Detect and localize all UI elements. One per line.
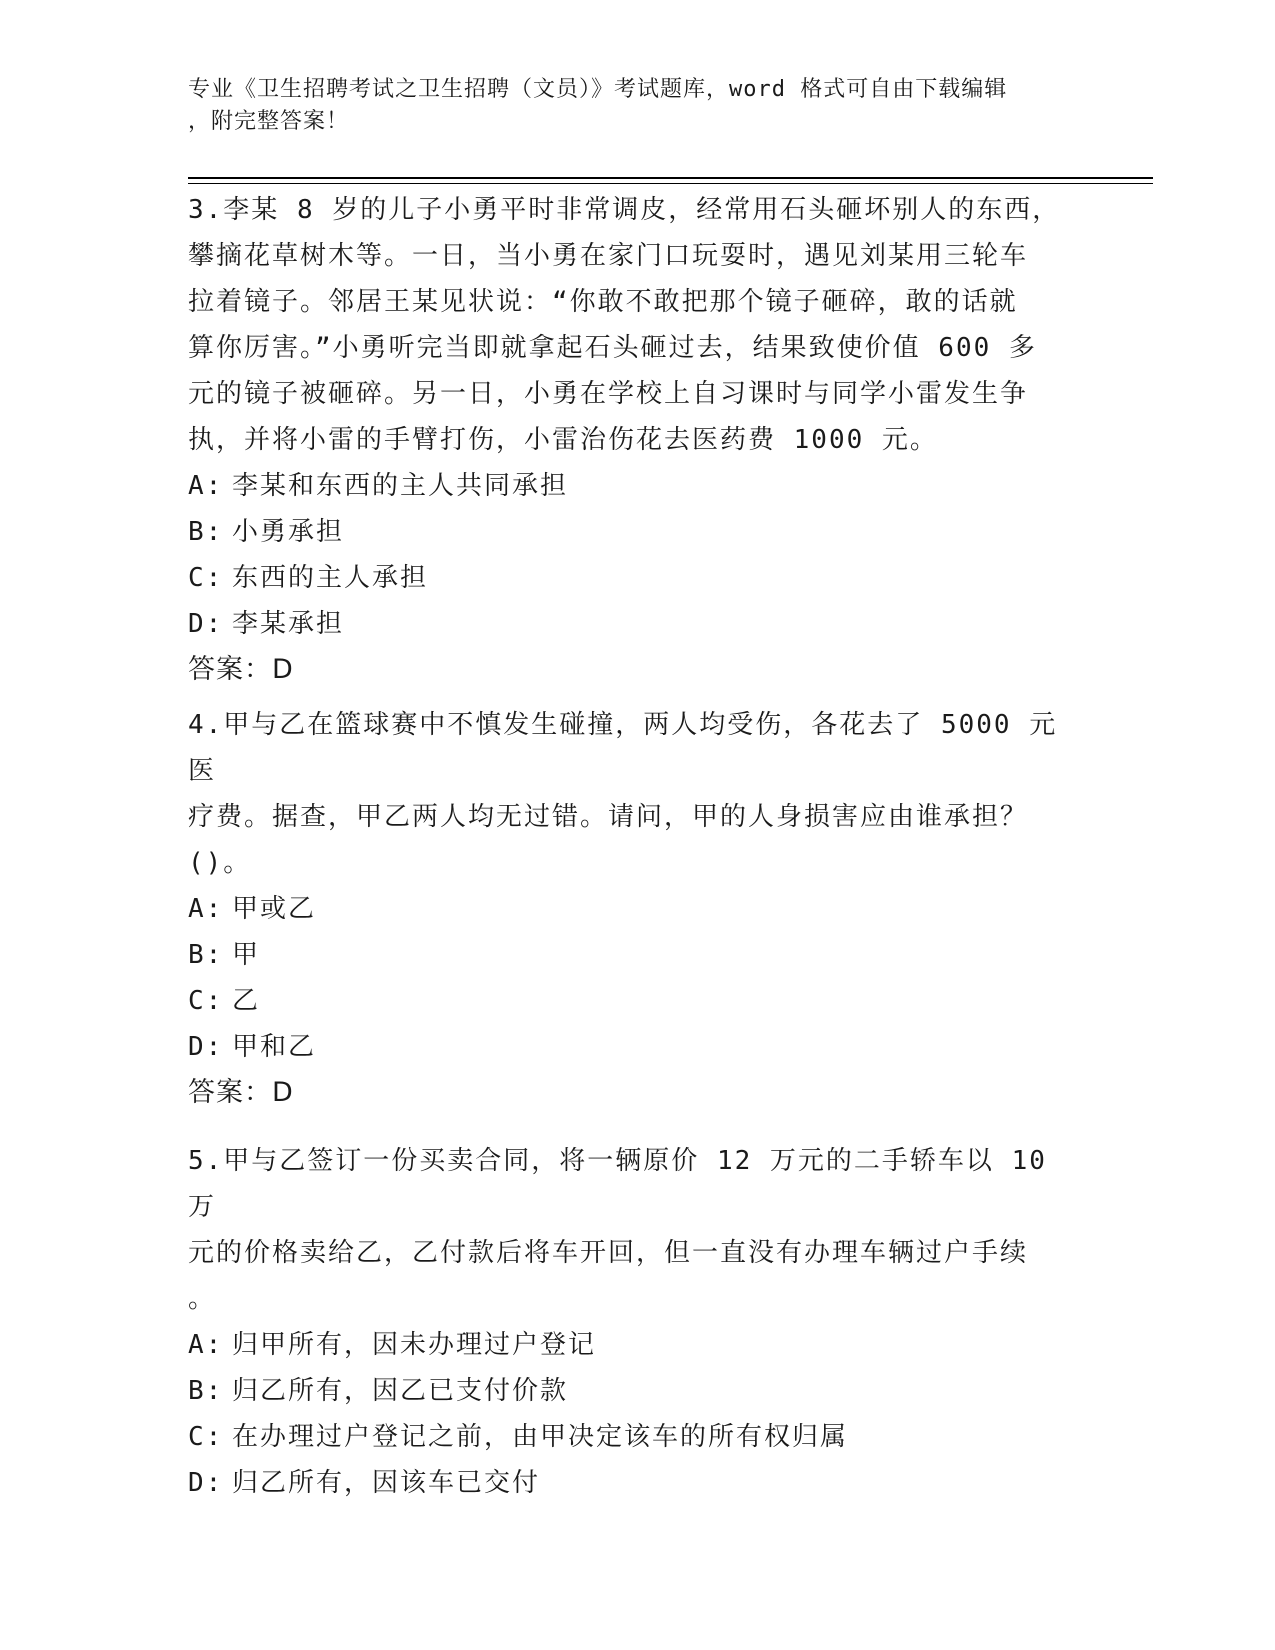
option-a — [188, 463, 1068, 509]
answer-line: 答案：D — [188, 654, 294, 685]
option-a — [188, 1322, 1068, 1368]
option-text: 乙 — [232, 986, 261, 1016]
question-stem-line: 元的镜子被砸碎。另一日，小勇在学校上自习课时与同学小雷发生争 — [188, 379, 1029, 409]
header-line-1: 专业《卫生招聘考试之卫生招聘（文员）》考试题库，word 格式可自由下载编辑 — [188, 77, 1008, 102]
question-stem-line: 。 — [188, 1284, 217, 1314]
option-key: B: — [188, 940, 224, 970]
option-key: D: — [188, 1468, 224, 1498]
option-key: B: — [188, 517, 224, 547]
option-c — [188, 978, 1068, 1024]
option-key: B: — [188, 1376, 224, 1406]
option-b — [188, 932, 1068, 978]
option-key: C: — [188, 563, 224, 593]
answer-line: 答案：D — [188, 1077, 294, 1108]
header-rule-thick — [188, 177, 1153, 179]
document-header — [188, 74, 1068, 138]
option-text: 东西的主人承担 — [232, 563, 429, 593]
question-stem-line: 3.李某 8 岁的儿子小勇平时非常调皮，经常用石头砸坏别人的东西， — [188, 195, 1061, 225]
option-c — [188, 555, 1068, 601]
question-stem-line: 执，并将小雷的手臂打伤，小雷治伤花去医药费 1000 元。 — [188, 425, 938, 455]
option-key: A: — [188, 1330, 224, 1360]
question-stem-line: 攀摘花草树木等。一日，当小勇在家门口玩耍时，遇见刘某用三轮车 — [188, 241, 1029, 271]
option-b — [188, 1368, 1068, 1414]
header-line-2: ，附完整答案！ — [188, 109, 350, 134]
option-d — [188, 1460, 1068, 1506]
question-stem-line: 4.甲与乙在篮球赛中不慎发生碰撞，两人均受伤，各花去了 5000 元医 — [188, 710, 1058, 786]
option-key: C: — [188, 1422, 224, 1452]
question-stem-line: 元的价格卖给乙，乙付款后将车开回，但一直没有办理车辆过户手续 — [188, 1238, 1029, 1268]
header-rule-thin — [188, 183, 1153, 184]
option-text: 小勇承担 — [232, 517, 345, 547]
question-3 — [188, 187, 1068, 693]
question-stem-line: 算你厉害。”小勇听完当即就拿起石头砸过去，结果致使价值 600 多 — [188, 333, 1037, 363]
question-stem-line: 疗费。据查，甲乙两人均无过错。请问，甲的人身损害应由谁承担？ — [188, 802, 1029, 832]
option-d — [188, 1024, 1068, 1070]
option-text: 归甲所有，因未办理过户登记 — [232, 1330, 597, 1360]
option-key: A: — [188, 471, 224, 501]
option-text: 甲和乙 — [232, 1032, 317, 1062]
option-a — [188, 886, 1068, 932]
option-key: A: — [188, 894, 224, 924]
question-stem-line: 拉着镜子。邻居王某见状说：“你敢不敢把那个镜子砸碎，敢的话就 — [188, 287, 1018, 317]
option-key: D: — [188, 609, 224, 639]
option-text: 甲 — [232, 940, 261, 970]
option-text: 在办理过户登记之前，由甲决定该车的所有权归属 — [232, 1422, 849, 1452]
option-text: 归乙所有，因乙已支付价款 — [232, 1376, 569, 1406]
question-stem-line: ()。 — [188, 848, 252, 878]
option-key: D: — [188, 1032, 224, 1062]
option-key: C: — [188, 986, 224, 1016]
option-c — [188, 1414, 1068, 1460]
option-b — [188, 509, 1068, 555]
option-text: 李某承担 — [232, 609, 345, 639]
option-text: 甲或乙 — [232, 894, 317, 924]
question-stem-line: 5.甲与乙签订一份买卖合同，将一辆原价 12 万元的二手轿车以 10 万 — [188, 1146, 1047, 1222]
option-text: 归乙所有，因该车已交付 — [232, 1468, 541, 1498]
question-5 — [188, 1138, 1068, 1506]
option-d — [188, 601, 1068, 647]
question-4 — [188, 702, 1068, 1116]
option-text: 李某和东西的主人共同承担 — [232, 471, 569, 501]
